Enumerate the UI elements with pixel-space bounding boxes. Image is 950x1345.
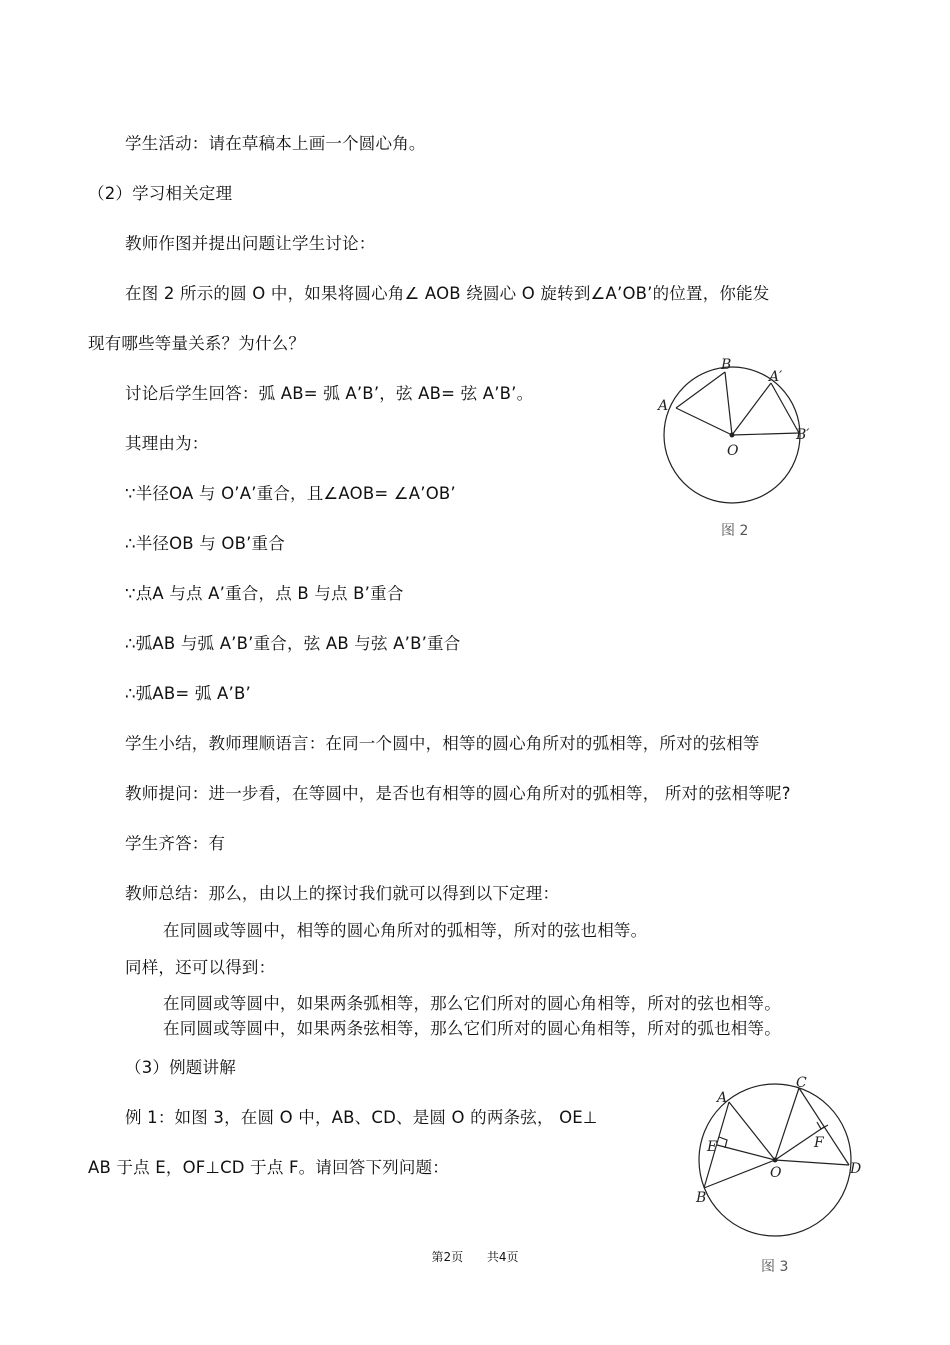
page-footer [0,1248,950,1265]
theorem-line-1: 在同圆或等圆中，相等的圆心角所对的弧相等，所对的弦也相等。 [163,921,648,940]
label-B: B [696,1190,707,1206]
text-line-9: ∴半径OB 与 OB’重合 [125,534,285,553]
label-B-prime: B′ [796,427,810,443]
text-line-11: ∴弧AB 与弧 A’B’重合，弦 AB 与弦 A’B’重合 [125,634,461,653]
label-A: A [658,398,669,414]
section-heading-2: （2）学习相关定理 [88,184,233,203]
example-line-2: AB 于点 E，OF⊥CD 于点 F。请回答下列问题： [88,1158,449,1177]
figure-2-caption: 图 2 [721,523,749,539]
figure-2 [639,343,845,553]
text-line-7: 其理由为： [125,434,209,453]
text-line-13: 学生小结，教师理顺语言：在同一个圆中，相等的圆心角所对的弧相等，所对的弦相等 [125,734,760,753]
text-line-14: 教师提问：进一步看，在等圆中，是否也有相等的圆心角所对的弧相等， 所对的弦相等呢? [125,784,791,803]
theorem-line-3: 在同圆或等圆中，如果两条弦相等，那么它们所对的圆心角相等，所对的弧也相等。 [163,1019,781,1038]
figure-2-diagram [639,343,845,553]
example-line-1: 例 1：如图 3，在圆 O 中，AB、CD、是圆 O 的两条弦， OE⊥ [125,1108,598,1127]
page-total: 共4页 [486,1250,519,1264]
label-C: C [796,1075,807,1091]
text-line-18: 同样，还可以得到： [125,958,276,977]
label-A: A [717,1090,728,1106]
text-line-10: ∵点A 与点 A’重合，点 B 与点 B’重合 [125,584,404,603]
section-heading-3: （3）例题讲解 [125,1058,236,1077]
text-line-15: 学生齐答：有 [125,834,226,853]
label-D: D [850,1161,862,1177]
label-O: O [770,1165,782,1181]
page-number: 第2页 [431,1250,464,1264]
text-line-1: 学生活动：请在草稿本上画一个圆心角。 [125,134,426,153]
text-line-4: 在图 2 所示的圆 O 中，如果将圆心角∠ AOB 绕圆心 O 旋转到∠A’OB’的位置，你能发 [125,284,770,303]
text-line-8: ∵半径OA 与 O’A’重合，且∠AOB= ∠A’OB’ [125,484,456,503]
label-E: E [707,1139,718,1155]
label-O: O [727,443,739,459]
label-F: F [814,1135,824,1151]
text-line-5: 现有哪些等量关系？为什么？ [88,334,306,353]
theorem-line-2: 在同圆或等圆中，如果两条弧相等，那么它们所对的圆心角相等，所对的弦也相等。 [163,994,781,1013]
label-A-prime: A′ [769,369,783,385]
text-line-12: ∴弧AB= 弧 A’B’ [125,684,251,703]
text-line-16: 教师总结：那么，由以上的探讨我们就可以得到以下定理： [125,884,560,903]
text-line-3: 教师作图并提出问题让学生讨论： [125,234,376,253]
label-B: B [721,357,732,373]
figure-3-caption: 图 3 [761,1259,789,1275]
text-line-6: 讨论后学生回答：弧 AB= 弧 A’B’，弦 AB= 弦 A’B’。 [125,384,534,403]
